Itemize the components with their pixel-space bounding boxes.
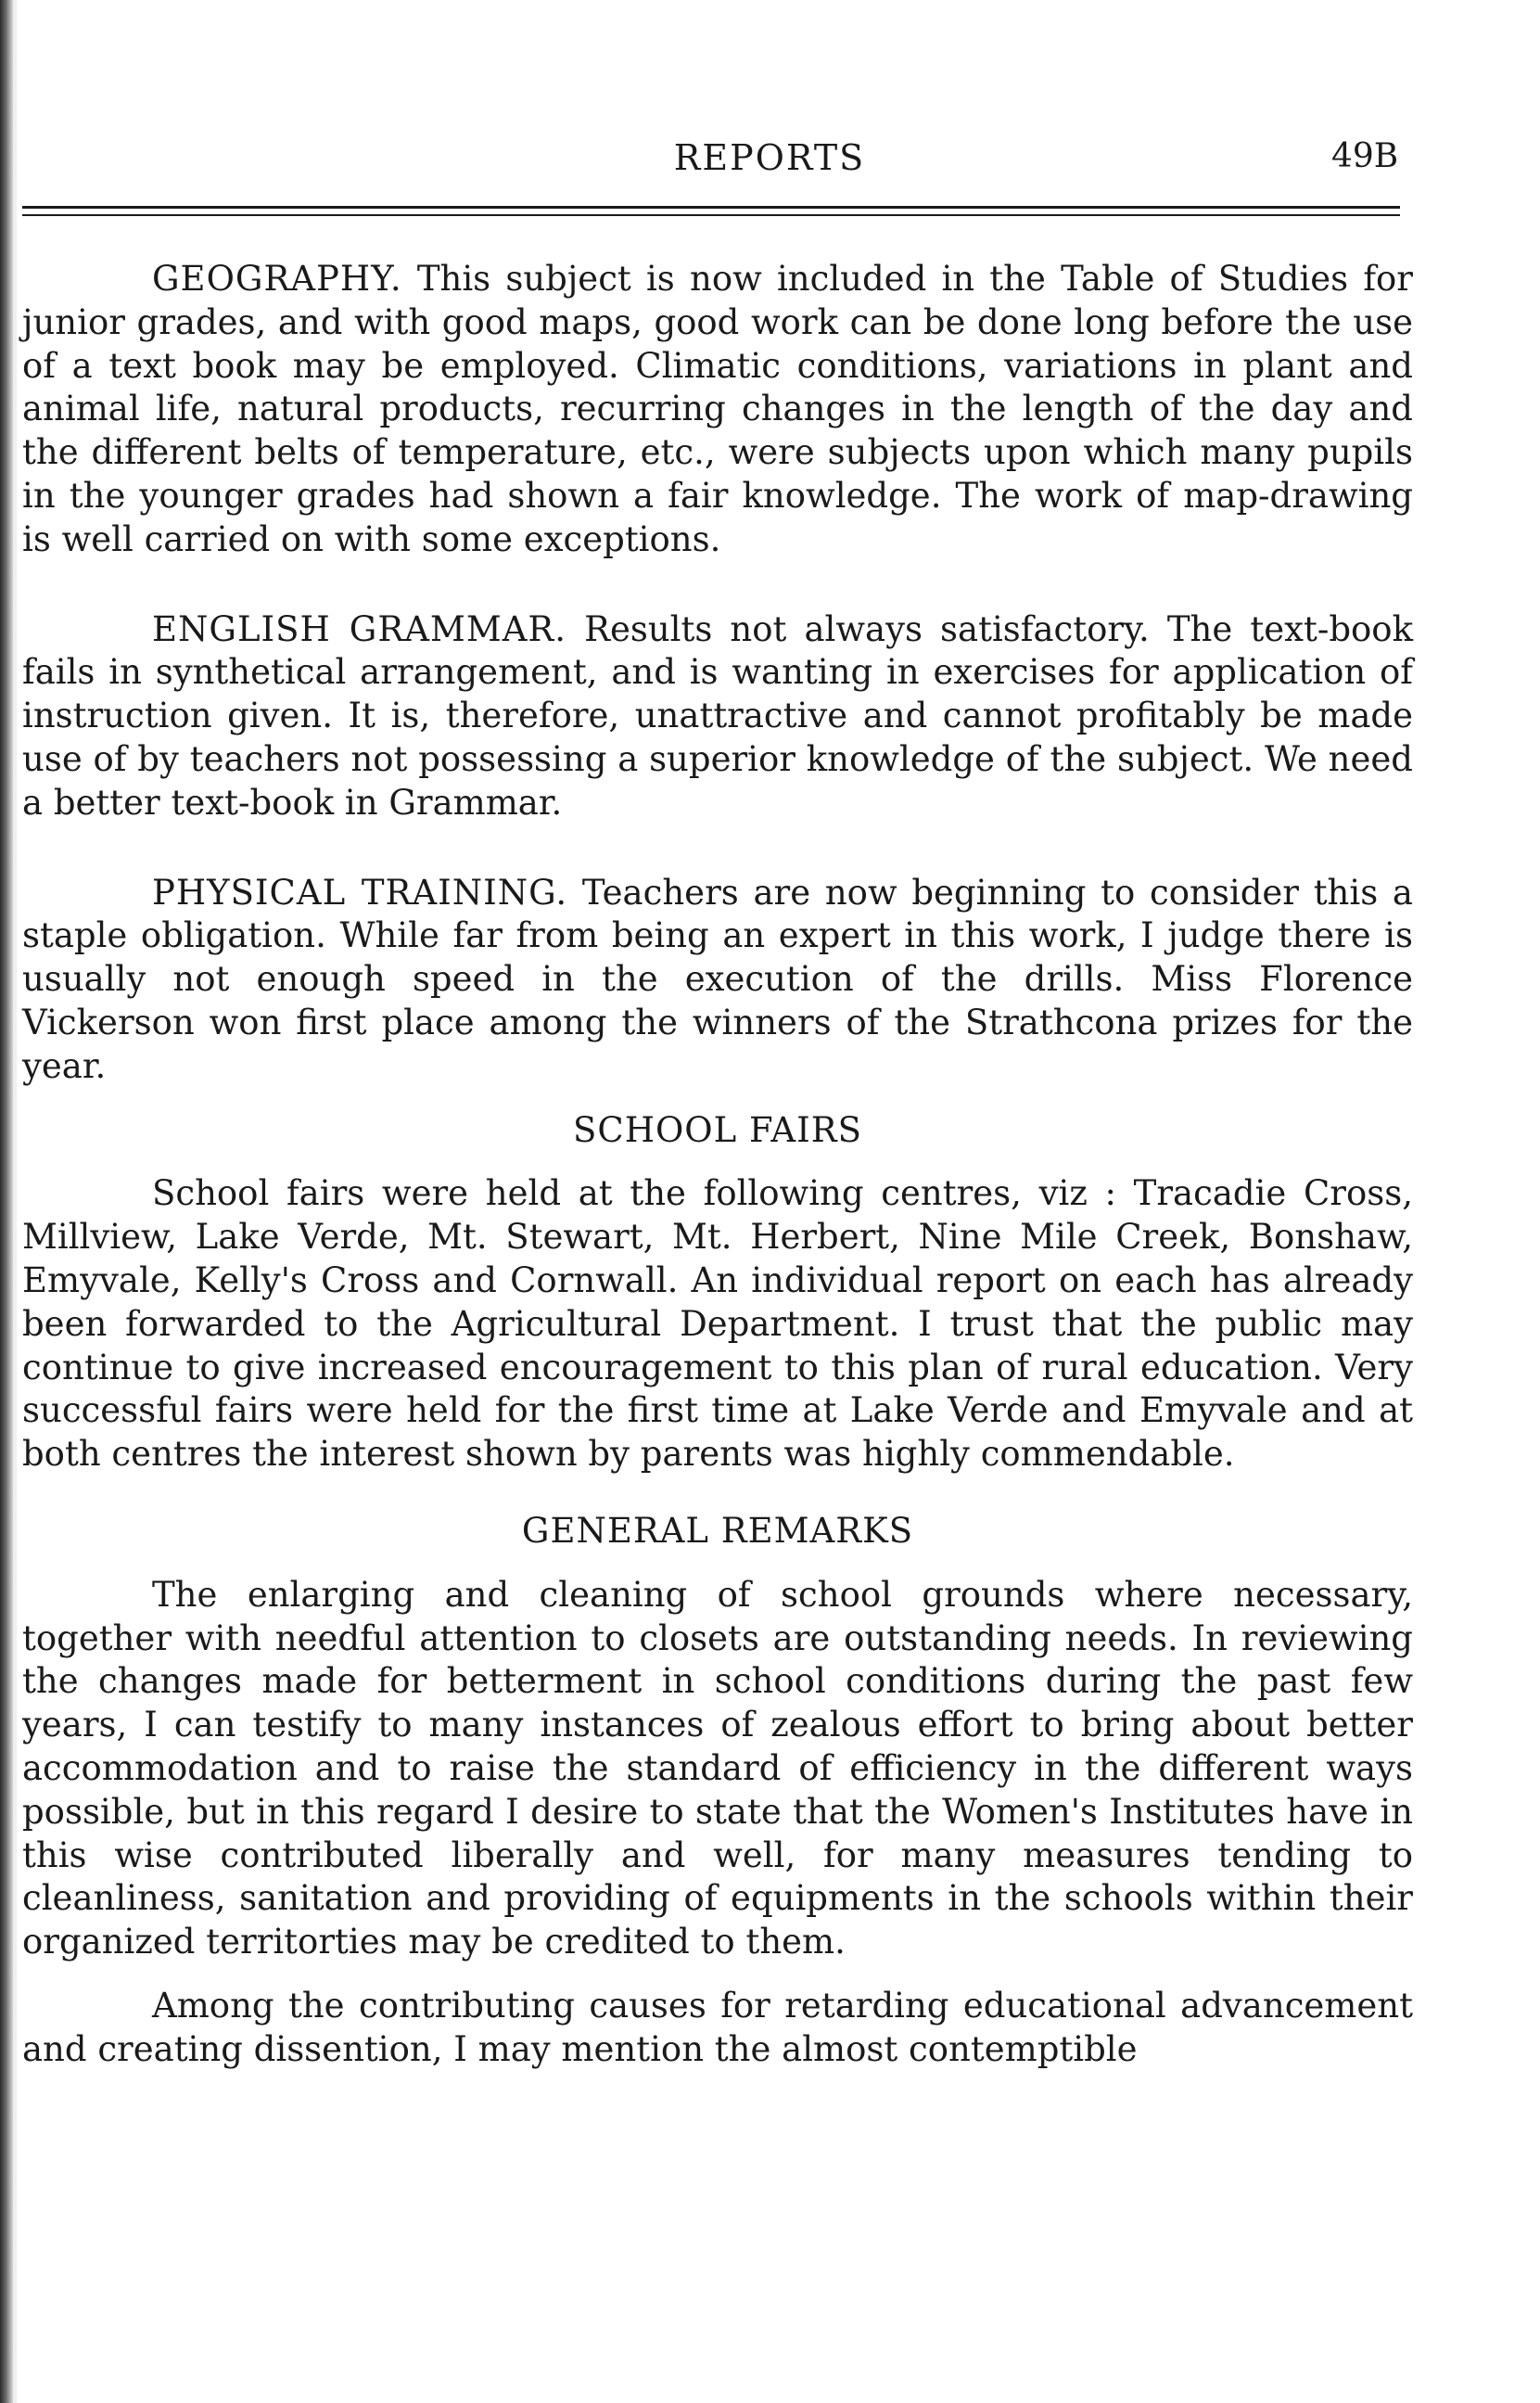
geography-text: This subject is now included in the Table of Studies for junior grades, and with good maps, good work can be done long before the use of a text book may be employed. Climatic conditions, variations in plant and animal life, natural products, recurring changes in the length of the day and the different belts of temperature, etc., were subjects upon which many pupils in the younger grades had shown a fair knowledge. The work of map-drawing is well carried on with some exceptions. <box>22 259 1413 559</box>
spacer <box>22 562 1413 608</box>
page-edge <box>13 0 17 2403</box>
grammar-text: Results not always satisfactory. The text-book fails in synthetical arrangement, and is wanting in exercises for application of instruction given. It is, therefore, unattractive and cannot profitably be made use of by teachers not possessing a superior knowledge of the subject. We need a better text-book in Grammar. <box>22 608 1413 823</box>
spacer <box>22 1152 1413 1172</box>
page-header <box>0 137 1540 193</box>
spacer <box>22 1089 1413 1109</box>
page-number: 49B <box>1331 137 1399 175</box>
grammar-lead: ENGLISH GRAMMAR. <box>152 608 567 649</box>
page-body <box>22 258 1413 2071</box>
physical-paragraph <box>22 872 1413 1089</box>
header-rule-thick <box>22 206 1400 209</box>
spacer <box>22 1964 1413 1985</box>
general-remarks-paragraph-1: The enlarging and cleaning of school grounds where necessary, together with needful attention to closets are outstanding needs. In reviewing the changes made for betterment in school conditions during the past few years, I can testify to many instances of zealous effort to bring about better accommodation and to raise the standard of efficiency in the different ways possible, but in this regard I desire to state that the Women's Institutes have in this wise contributed liberally and well, for many measures tending to cleanliness, sanitation and providing of equipments in the schools within their organized territorties may be credited to them. <box>22 1574 1413 1962</box>
spacer <box>22 1476 1413 1510</box>
school-fairs-heading: SCHOOL FAIRS <box>573 1109 862 1150</box>
geography-paragraph <box>22 258 1413 562</box>
physical-lead: PHYSICAL TRAINING. <box>152 872 568 913</box>
book-spine-shadow <box>0 0 13 2403</box>
school-fairs-paragraph: School fairs were held at the following centres, viz : Tracadie Cross, Millview, Lake Verde, Mt. Stewart, Mt. Herbert, Nine Mile Creek, Bonshaw, Emyvale, Kelly's Cross and Cornwall. An individual report on each has already been forwarded to the Agricultural Department. I trust that the public may continue to give increased encouragement to this plan of rural education. Very successful fairs were held for the first time at Lake Verde and Emyvale and at both centres the interest shown by parents was highly commendable. <box>22 1173 1413 1475</box>
general-remarks-heading: GENERAL REMARKS <box>521 1510 914 1551</box>
general-remarks-paragraph-2: Among the contributing causes for retarding educational advancement and creating dissention, I may mention the almost contemptible <box>22 1985 1413 2069</box>
physical-text: Teachers are now beginning to consider this a staple obligation. While far from being an expert in this work, I judge there is usually not enough speed in the execution of the drills. Miss Florence Vickerson won first place among the winners of the Strathcona prizes for the year. <box>22 872 1413 1086</box>
running-title: REPORTS <box>673 137 866 178</box>
spacer <box>22 825 1413 872</box>
header-rule-thin <box>22 214 1400 216</box>
spacer <box>22 1553 1413 1574</box>
geography-lead: GEOGRAPHY. <box>152 259 402 299</box>
grammar-paragraph <box>22 608 1413 825</box>
